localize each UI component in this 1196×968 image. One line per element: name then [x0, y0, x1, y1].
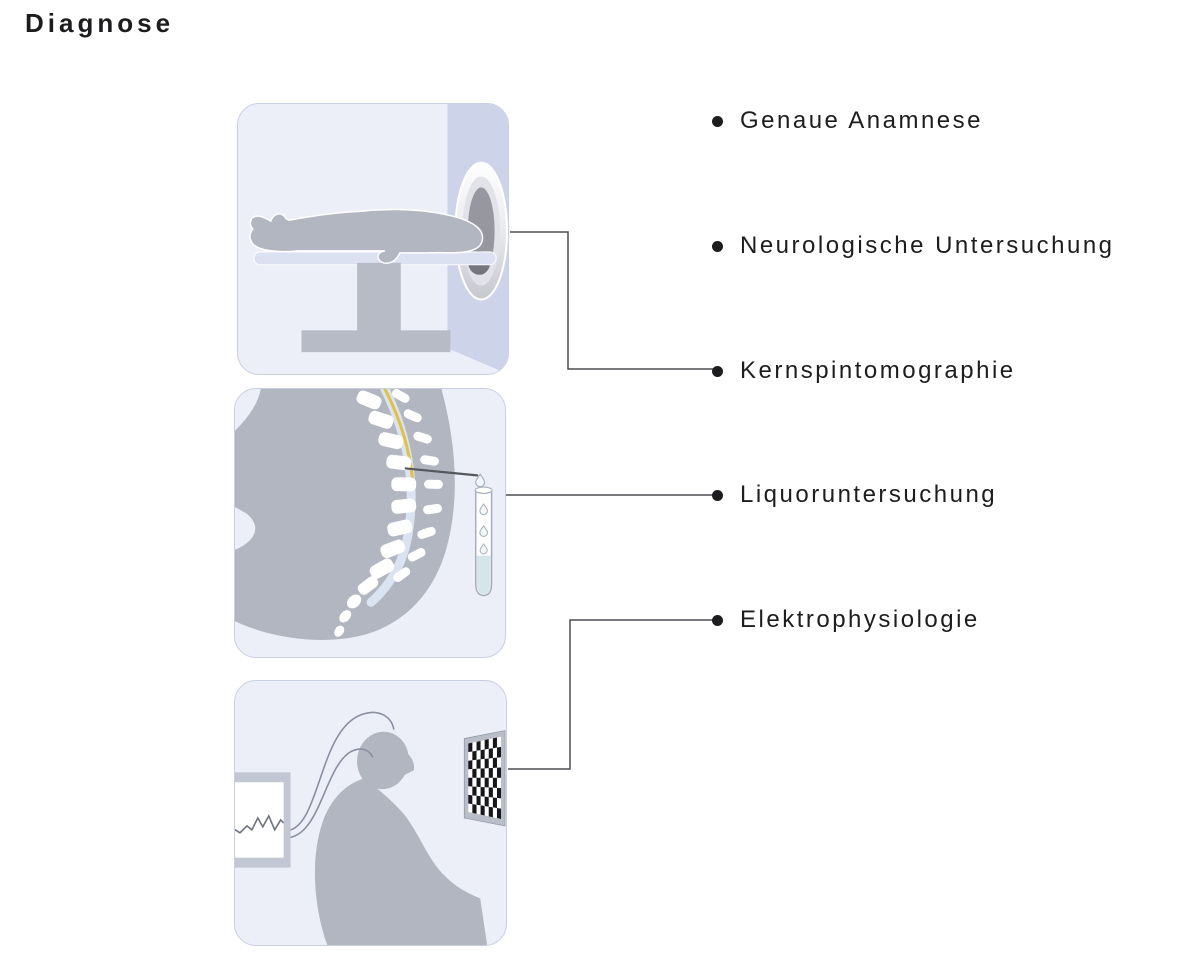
list-item-elektrophysiologie — [712, 605, 980, 635]
page-title: Diagnose — [25, 8, 175, 38]
bullet-icon — [712, 116, 723, 127]
tube-liquid — [477, 556, 491, 595]
mri-scan-drawing — [238, 104, 508, 374]
connector-mri-to-kernspintomographie — [510, 232, 714, 369]
list-item-genaue-anamnese — [712, 106, 983, 136]
face-profile — [398, 748, 414, 778]
test-tube — [475, 487, 492, 595]
checkerboard-screen — [464, 731, 505, 826]
mri-scan-illustration — [237, 103, 509, 375]
list-item-liquoruntersuchung — [712, 480, 997, 510]
connector-checkerboard-to-elektrophysiologie — [508, 620, 714, 769]
bullet-icon — [712, 615, 723, 626]
list-item-label: Genaue Anamnese — [740, 107, 983, 134]
bullet-icon — [712, 241, 723, 252]
table-pedestal — [357, 263, 401, 332]
list-item-label: Neurologische Untersuchung — [740, 232, 1115, 259]
list-item-label: Liquoruntersuchung — [740, 481, 998, 508]
lumbar-puncture-drawing — [235, 389, 505, 657]
lumbar-puncture-illustration — [234, 388, 506, 658]
bent-body-silhouette — [235, 389, 455, 640]
list-item-label: Elektrophysiologie — [740, 606, 980, 633]
electrophysiology-drawing — [235, 681, 506, 945]
list-item-kernspintomographie — [712, 356, 1016, 386]
bullet-icon — [712, 490, 723, 501]
table-base — [302, 330, 451, 352]
eeg-monitor — [235, 772, 291, 867]
electrophysiology-illustration — [234, 680, 507, 946]
checkerboard-cells — [468, 737, 501, 819]
list-item-label: Kernspintomographie — [740, 357, 1016, 384]
list-item-neurologische-untersuchung — [712, 231, 1115, 261]
bullet-icon — [712, 366, 723, 377]
